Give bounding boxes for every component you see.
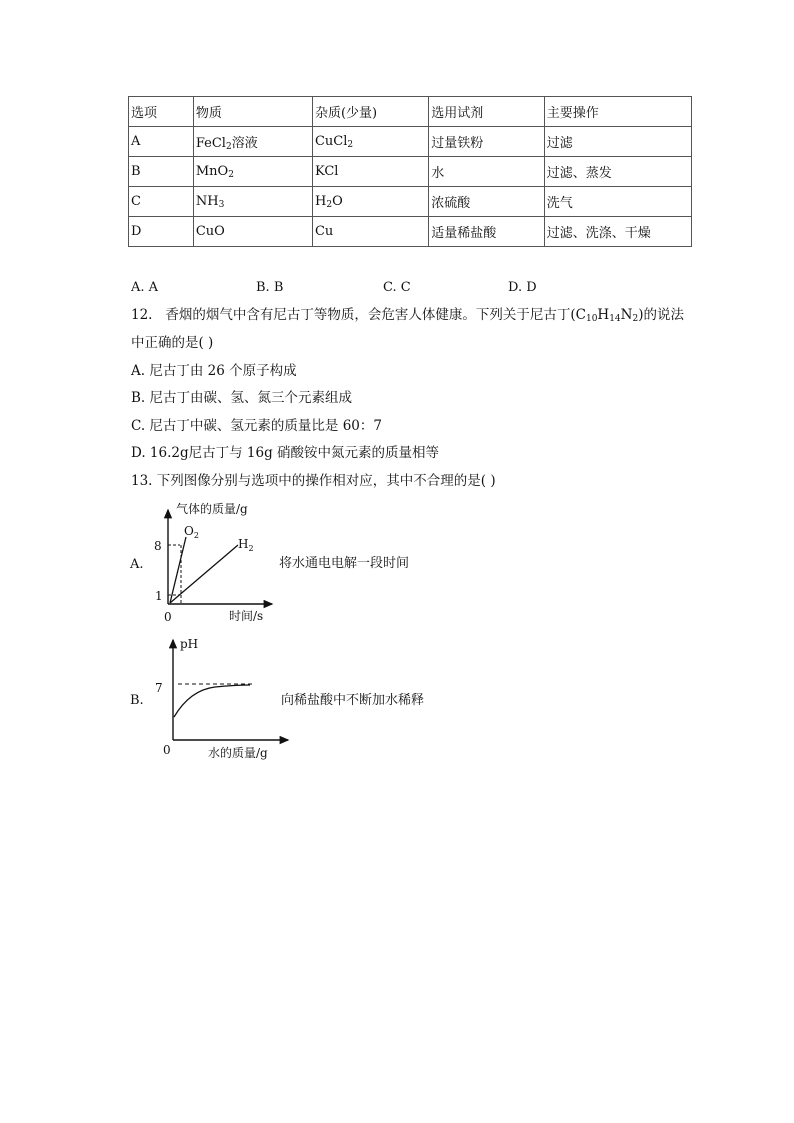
graph-a-xlabel: 时间/s — [229, 609, 264, 623]
substance-cell: $NH_3$ — [193, 187, 312, 217]
graph-a[interactable] — [129, 501, 409, 624]
graph-b-ylabel: pH — [180, 637, 199, 651]
q11-choice-a[interactable]: A. A — [131, 280, 159, 295]
graph-b-caption: 向稀盐酸中不断加水稀释 — [281, 693, 425, 708]
impurity-cell: $H_2O$ — [312, 187, 428, 217]
graph-b-origin: 0 — [163, 743, 171, 757]
substance-cell: FeCl$_2$溶液 — [193, 127, 312, 157]
header-cell: 主要操作 — [544, 97, 691, 127]
graph-b-letter: B. — [130, 693, 144, 708]
graph-b-xlabel: 水的质量/g — [208, 746, 268, 760]
impurity-cell: Cu — [312, 217, 428, 247]
substance-cell: CuO — [193, 217, 312, 247]
impurity-cell: CuCl$_2$ — [312, 127, 428, 157]
q12-number: 12. — [131, 307, 153, 323]
graph-a-h2-label: $H_2$ — [238, 537, 254, 553]
q11-choice-c[interactable]: C. C — [383, 280, 411, 295]
option-cell: B — [129, 157, 194, 187]
graph-a-origin: 0 — [164, 610, 172, 624]
option-cell: C — [129, 187, 194, 217]
graph-a-o2-label: $O_2$ — [184, 524, 199, 540]
graph-b-tick-7: 7 — [155, 681, 163, 695]
reagent-cell: 浓硫酸 — [429, 187, 545, 217]
graph-a-tick-1: 1 — [155, 589, 163, 603]
operation-cell: 过滤、蒸发 — [544, 157, 691, 187]
graph-a-h2-line — [170, 545, 238, 603]
q12-option-c[interactable]: C. 尼古丁中碳、氢元素的质量比是 60：7 — [131, 418, 382, 434]
q11-choice-b[interactable]: B. B — [256, 280, 284, 295]
q12-stem-line2: 中正确的是( ) — [131, 335, 214, 351]
graph-a-o2-line — [170, 537, 186, 603]
q12-option-d[interactable]: D. 16.2g尼古丁与 16g 硝酸铵中氮元素的质量相等 — [131, 445, 440, 461]
header-cell: 选项 — [129, 97, 194, 127]
operation-cell: 过滤、洗涤、干燥 — [544, 217, 691, 247]
q12-stem: 12. 香烟的烟气中含有尼古丁等物质，会危害人体健康。下列关于尼古丁$(C_{10}H_{14}N_2)$的说法 — [131, 307, 684, 324]
graph-b[interactable] — [130, 637, 424, 760]
impurity-cell: KCl — [312, 157, 428, 187]
q11-choice-d[interactable]: D. D — [508, 280, 537, 295]
q12-option-b[interactable]: B. 尼古丁由碳、氢、氮三个元素组成 — [131, 390, 353, 406]
header-cell: 选用试剂 — [429, 97, 545, 127]
q13-stem: 13. 下列图像分别与选项中的操作相对应，其中不合理的是( ) — [131, 473, 496, 489]
graph-a-ylabel: 气体的质量/g — [176, 502, 248, 516]
option-cell: D — [129, 217, 194, 247]
header-cell: 杂质(少量) — [312, 97, 428, 127]
substance-cell: MnO$_2$ — [193, 157, 312, 187]
graph-b-ph-curve — [174, 685, 250, 717]
graph-a-letter: A. — [130, 557, 144, 572]
operation-cell: 过滤 — [544, 127, 691, 157]
operation-cell: 洗气 — [544, 187, 691, 217]
reagent-cell: 水 — [429, 157, 545, 187]
header-cell: 物质 — [193, 97, 312, 127]
reagent-cell: 适量稀盐酸 — [429, 217, 545, 247]
graph-a-caption: 将水通电电解一段时间 — [279, 556, 410, 571]
q12-option-a[interactable]: A. 尼古丁由 26 个原子构成 — [131, 363, 297, 379]
option-cell: A — [129, 127, 194, 157]
graph-a-tick-8: 8 — [154, 539, 162, 553]
reagent-cell: 过量铁粉 — [429, 127, 545, 157]
